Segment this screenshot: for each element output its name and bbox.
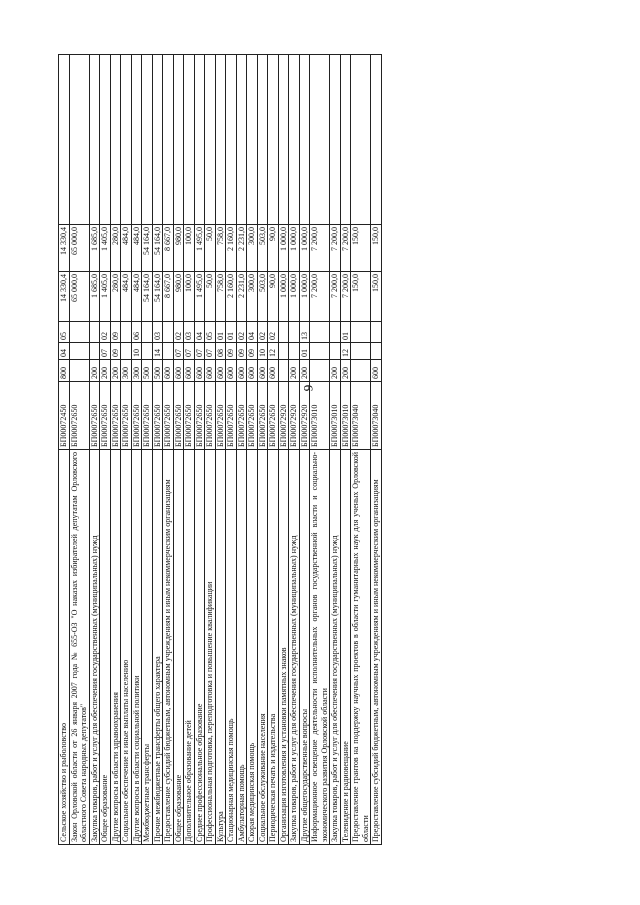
row-name-cell: Предоставление субсидий бюджетным, автономным учреждениям и иным некоммерческим организациям (163, 450, 174, 845)
row-sum-cell: 14 330,4 (59, 225, 70, 272)
row-blank-cell (100, 55, 111, 225)
row-code-cell: БП00072650 (215, 382, 226, 450)
table-row (257, 55, 268, 845)
row-name-cell: Другие вопросы в области социальной политики (131, 450, 142, 845)
table-row (226, 55, 237, 845)
table-row (59, 55, 70, 845)
row-blank-cell (340, 55, 351, 225)
row-expense-type-cell (310, 360, 330, 382)
row-section-cell: 09 (226, 343, 237, 360)
row-blank-cell (110, 55, 121, 225)
row-section-cell (69, 343, 89, 360)
row-expense-type-cell: 200 (110, 360, 121, 382)
row-sum-cell: 1 000,0 (299, 225, 310, 272)
row-sum-cell: 7 200,0 (340, 272, 351, 322)
row-subsection-cell: 06 (131, 322, 142, 343)
row-section-cell (330, 343, 341, 360)
row-section-cell (142, 343, 153, 360)
row-sum-cell: 8 667,0 (163, 225, 174, 272)
row-name-cell: Телевидение и радиовещание (340, 450, 351, 845)
row-blank-cell (89, 55, 100, 225)
row-sum-cell: 503,0 (257, 225, 268, 272)
row-blank-cell (205, 55, 216, 225)
row-name-cell: Другие общегосударственные вопросы (299, 450, 310, 845)
row-expense-type-cell: 200 (89, 360, 100, 382)
row-sum-cell: 7 200,0 (310, 225, 330, 272)
row-name-cell: Прочие межбюджетные трансферты общего характера (152, 450, 163, 845)
table-row (194, 55, 205, 845)
row-sum-cell: 90,0 (268, 272, 279, 322)
row-sum-cell: 484,0 (121, 272, 132, 322)
row-expense-type-cell: 500 (142, 360, 153, 382)
row-name-cell: Среднее профессиональное образование (194, 450, 205, 845)
row-code-cell: БП00073010 (330, 382, 341, 450)
row-name-cell: Предоставление субсидий бюджетным, автономным учреждениям и иным некоммерческим организациям (371, 450, 382, 845)
row-sum-cell: 280,0 (110, 225, 121, 272)
row-sum-cell: 50,0 (205, 225, 216, 272)
row-blank-cell (278, 55, 289, 225)
row-subsection-cell (310, 322, 330, 343)
row-sum-cell: 8 667,0 (163, 272, 174, 322)
row-code-cell: БП00072650 (89, 382, 100, 450)
row-blank-cell (152, 55, 163, 225)
table-row (142, 55, 153, 845)
row-code-cell: БП00073010 (310, 382, 330, 450)
row-blank-cell (330, 55, 341, 225)
row-code-cell: БП00073040 (351, 382, 371, 450)
row-code-cell: БП00072650 (268, 382, 279, 450)
row-sum-cell: 484,0 (131, 225, 142, 272)
row-name-cell: Стационарная медицинская помощь (226, 450, 237, 845)
row-sum-cell: 1 000,0 (289, 225, 300, 272)
row-code-cell: БП00073010 (340, 382, 351, 450)
row-blank-cell (299, 55, 310, 225)
row-expense-type-cell: 600 (236, 360, 247, 382)
table-row (69, 55, 89, 845)
row-code-cell: БП00072650 (152, 382, 163, 450)
row-blank-cell (310, 55, 330, 225)
row-expense-type-cell: 200 (100, 360, 111, 382)
row-code-cell: БП00072650 (226, 382, 237, 450)
row-subsection-cell (163, 322, 174, 343)
row-expense-type-cell: 200 (340, 360, 351, 382)
row-sum-cell: 50,0 (205, 272, 216, 322)
row-blank-cell (268, 55, 279, 225)
row-expense-type-cell: 500 (152, 360, 163, 382)
row-blank-cell (351, 55, 371, 225)
row-sum-cell: 54 164,0 (152, 225, 163, 272)
row-sum-cell: 100,0 (184, 225, 195, 272)
row-subsection-cell (121, 322, 132, 343)
row-expense-type-cell (69, 360, 89, 382)
row-sum-cell: 54 164,0 (142, 272, 153, 322)
row-section-cell: 14 (152, 343, 163, 360)
row-name-cell: Закупка товаров, работ и услуг для обеспечения государственных (муниципальных) нужд (330, 450, 341, 845)
rotated-table-container (58, 55, 382, 845)
row-blank-cell (173, 55, 184, 225)
row-blank-cell (59, 55, 70, 225)
row-sum-cell: 503,0 (257, 272, 268, 322)
row-section-cell (351, 343, 371, 360)
row-subsection-cell: 04 (194, 322, 205, 343)
row-subsection-cell: 09 (110, 322, 121, 343)
row-expense-type-cell (351, 360, 371, 382)
row-section-cell: 10 (131, 343, 142, 360)
row-sum-cell: 54 164,0 (142, 225, 153, 272)
row-name-cell: Информационное освещение деятельности исполнительных органов государственной власти и социально-экономического развития Орловской области (310, 450, 330, 845)
table-row (371, 55, 382, 845)
table-row (205, 55, 216, 845)
row-sum-cell: 1 000,0 (299, 272, 310, 322)
row-subsection-cell: 04 (247, 322, 258, 343)
row-expense-type-cell: 600 (184, 360, 195, 382)
row-section-cell: 07 (205, 343, 216, 360)
row-name-cell: Амбулаторная помощь (236, 450, 247, 845)
row-section-cell (121, 343, 132, 360)
row-blank-cell (184, 55, 195, 225)
row-subsection-cell: 05 (205, 322, 216, 343)
row-code-cell: БП00073040 (371, 382, 382, 450)
row-section-cell: 07 (184, 343, 195, 360)
row-sum-cell: 1 495,0 (194, 272, 205, 322)
row-subsection-cell: 05 (59, 322, 70, 343)
row-sum-cell: 1 405,0 (100, 225, 111, 272)
row-sum-cell: 2 160,0 (226, 225, 237, 272)
row-subsection-cell (371, 322, 382, 343)
row-sum-cell: 7 200,0 (330, 225, 341, 272)
row-code-cell: БП00072650 (194, 382, 205, 450)
table-row (268, 55, 279, 845)
row-sum-cell: 1 000,0 (289, 272, 300, 322)
row-subsection-cell: 02 (236, 322, 247, 343)
row-name-cell: Закупка товаров, работ и услуг для обеспечения государственных (муниципальных) нужд (289, 450, 300, 845)
row-name-cell: Организация изготовления и установки памятных знаков (278, 450, 289, 845)
row-expense-type-cell: 600 (205, 360, 216, 382)
row-sum-cell: 1 000,0 (278, 272, 289, 322)
row-subsection-cell: 03 (152, 322, 163, 343)
row-sum-cell: 980,0 (173, 225, 184, 272)
row-section-cell (310, 343, 330, 360)
row-blank-cell (371, 55, 382, 225)
row-sum-cell: 150,0 (371, 272, 382, 322)
row-blank-cell (236, 55, 247, 225)
row-sum-cell: 1 685,0 (89, 225, 100, 272)
row-name-cell: Профессиональная подготовка, переподготовка и повышение квалификации (205, 450, 216, 845)
table-row (173, 55, 184, 845)
row-blank-cell (215, 55, 226, 225)
row-expense-type-cell: 200 (299, 360, 310, 382)
row-code-cell: БП00072920 (299, 382, 310, 450)
row-name-cell: Социальное обеспечение и иные выплаты населению (121, 450, 132, 845)
row-section-cell: 04 (59, 343, 70, 360)
row-expense-type-cell: 800 (59, 360, 70, 382)
row-section-cell: 09 (110, 343, 121, 360)
row-sum-cell: 300,0 (247, 225, 258, 272)
row-sum-cell: 300,0 (247, 272, 258, 322)
row-sum-cell: 2 160,0 (226, 272, 237, 322)
row-code-cell: БП00072650 (142, 382, 153, 450)
row-name-cell: Сельское хозяйство и рыболовство (59, 450, 70, 845)
row-subsection-cell (330, 322, 341, 343)
row-subsection-cell: 02 (257, 322, 268, 343)
row-subsection-cell: 02 (173, 322, 184, 343)
row-blank-cell (69, 55, 89, 225)
row-subsection-cell: 01 (215, 322, 226, 343)
row-code-cell: БП00072650 (173, 382, 184, 450)
table-row (121, 55, 132, 845)
row-blank-cell (121, 55, 132, 225)
row-expense-type-cell (278, 360, 289, 382)
row-code-cell: БП00072650 (100, 382, 111, 450)
table-row (340, 55, 351, 845)
table-row (351, 55, 371, 845)
row-expense-type-cell: 200 (289, 360, 300, 382)
row-code-cell: БП00072650 (184, 382, 195, 450)
row-expense-type-cell: 600 (173, 360, 184, 382)
row-sum-cell: 7 200,0 (330, 272, 341, 322)
table-row (152, 55, 163, 845)
table-row (330, 55, 341, 845)
row-code-cell: БП00072650 (131, 382, 142, 450)
table-row (278, 55, 289, 845)
row-sum-cell: 2 231,0 (236, 272, 247, 322)
row-subsection-cell: 01 (226, 322, 237, 343)
row-expense-type-cell: 600 (371, 360, 382, 382)
row-expense-type-cell: 600 (194, 360, 205, 382)
row-subsection-cell: 01 (340, 322, 351, 343)
row-section-cell: 07 (173, 343, 184, 360)
row-name-cell: Закон Орловской области от 26 января 2007 года № 655-ОЗ "О наказах избирателей депутатам Орловского областного Совета народных депутатов" (69, 450, 89, 845)
row-section-cell (371, 343, 382, 360)
row-section-cell: 10 (257, 343, 268, 360)
row-expense-type-cell: 600 (163, 360, 174, 382)
table-row (310, 55, 330, 845)
page-number: 9 (300, 384, 316, 392)
table-row (184, 55, 195, 845)
row-subsection-cell: 13 (299, 322, 310, 343)
row-expense-type-cell: 600 (257, 360, 268, 382)
row-expense-type-cell: 300 (121, 360, 132, 382)
table-row (163, 55, 174, 845)
row-section-cell: 01 (299, 343, 310, 360)
row-code-cell: БП00072920 (289, 382, 300, 450)
row-name-cell: Межбюджетные трансферты (142, 450, 153, 845)
row-name-cell: Периодическая печать и издательства (268, 450, 279, 845)
row-name-cell: Социальное обслуживание населения (257, 450, 268, 845)
table-row (289, 55, 300, 845)
row-sum-cell: 65 000,0 (69, 272, 89, 322)
row-subsection-cell (278, 322, 289, 343)
row-section-cell: 12 (340, 343, 351, 360)
row-sum-cell: 1 685,0 (89, 272, 100, 322)
row-blank-cell (257, 55, 268, 225)
row-sum-cell: 150,0 (351, 272, 371, 322)
row-section-cell: 07 (194, 343, 205, 360)
row-sum-cell: 758,0 (215, 272, 226, 322)
row-sum-cell: 758,0 (215, 225, 226, 272)
row-section-cell (163, 343, 174, 360)
row-blank-cell (247, 55, 258, 225)
row-section-cell: 09 (247, 343, 258, 360)
row-name-cell: Общее образование (173, 450, 184, 845)
row-expense-type-cell: 600 (226, 360, 237, 382)
row-expense-type-cell: 200 (330, 360, 341, 382)
row-sum-cell: 484,0 (131, 272, 142, 322)
row-code-cell: БП00072650 (110, 382, 121, 450)
row-subsection-cell (351, 322, 371, 343)
row-subsection-cell (289, 322, 300, 343)
row-blank-cell (163, 55, 174, 225)
row-subsection-cell (89, 322, 100, 343)
table-row (100, 55, 111, 845)
row-name-cell: Другие вопросы в области здравоохранения (110, 450, 121, 845)
row-code-cell: БП00072650 (163, 382, 174, 450)
row-name-cell: Общее образование (100, 450, 111, 845)
row-sum-cell: 100,0 (184, 272, 195, 322)
table-row (247, 55, 258, 845)
row-sum-cell: 1 000,0 (278, 225, 289, 272)
row-code-cell: БП00072920 (278, 382, 289, 450)
row-name-cell: Скорая медицинская помощь (247, 450, 258, 845)
budget-table (58, 54, 382, 845)
row-code-cell: БП00072650 (69, 382, 89, 450)
row-subsection-cell: 03 (184, 322, 195, 343)
row-expense-type-cell: 300 (131, 360, 142, 382)
row-blank-cell (226, 55, 237, 225)
row-subsection-cell (69, 322, 89, 343)
row-sum-cell: 150,0 (351, 225, 371, 272)
row-name-cell: Закупка товаров, работ и услуг для обеспечения государственных (муниципальных) нужд (89, 450, 100, 845)
row-sum-cell: 65 000,0 (69, 225, 89, 272)
row-blank-cell (142, 55, 153, 225)
table-row (236, 55, 247, 845)
row-section-cell: 09 (236, 343, 247, 360)
row-expense-type-cell: 600 (268, 360, 279, 382)
row-name-cell: Предоставление грантов на поддержку научных проектов в области гуманитарных наук для ученых Орловской области (351, 450, 371, 845)
row-expense-type-cell: 600 (215, 360, 226, 382)
row-code-cell: БП00072650 (236, 382, 247, 450)
row-section-cell: 07 (100, 343, 111, 360)
row-blank-cell (131, 55, 142, 225)
row-subsection-cell: 02 (100, 322, 111, 343)
table-row (215, 55, 226, 845)
row-sum-cell: 7 200,0 (340, 225, 351, 272)
row-section-cell: 12 (268, 343, 279, 360)
row-section-cell (89, 343, 100, 360)
row-sum-cell: 14 330,4 (59, 272, 70, 322)
row-name-cell: Культура (215, 450, 226, 845)
row-sum-cell: 7 200,0 (310, 272, 330, 322)
row-code-cell: БП00072650 (205, 382, 216, 450)
table-row (89, 55, 100, 845)
table-row (110, 55, 121, 845)
row-name-cell: Дополнительное образование детей (184, 450, 195, 845)
row-section-cell: 08 (215, 343, 226, 360)
row-code-cell: БП00072650 (121, 382, 132, 450)
row-section-cell (289, 343, 300, 360)
row-sum-cell: 54 164,0 (152, 272, 163, 322)
row-sum-cell: 280,0 (110, 272, 121, 322)
row-blank-cell (289, 55, 300, 225)
row-code-cell: БП00072650 (257, 382, 268, 450)
row-sum-cell: 150,0 (371, 225, 382, 272)
row-subsection-cell (142, 322, 153, 343)
row-expense-type-cell: 600 (247, 360, 258, 382)
budget-table-body (59, 55, 382, 845)
row-sum-cell: 980,0 (173, 272, 184, 322)
table-row (131, 55, 142, 845)
row-blank-cell (194, 55, 205, 225)
row-sum-cell: 1 405,0 (100, 272, 111, 322)
row-section-cell (278, 343, 289, 360)
table-row (299, 55, 310, 845)
row-code-cell: БП00072650 (247, 382, 258, 450)
row-sum-cell: 2 231,0 (236, 225, 247, 272)
row-subsection-cell: 02 (268, 322, 279, 343)
row-sum-cell: 90,0 (268, 225, 279, 272)
row-sum-cell: 1 495,0 (194, 225, 205, 272)
row-code-cell: БП00072450 (59, 382, 70, 450)
row-sum-cell: 484,0 (121, 225, 132, 272)
